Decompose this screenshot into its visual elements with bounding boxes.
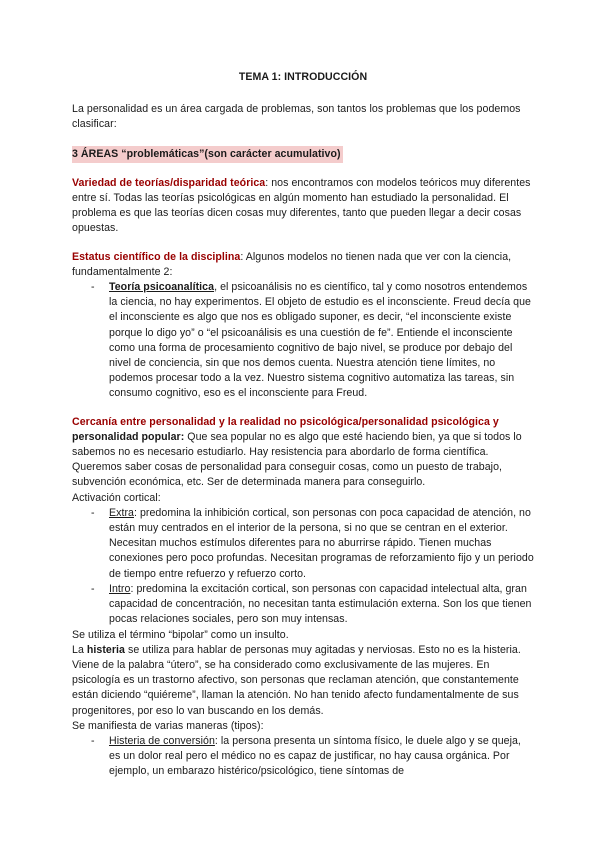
hysteria-text: se utiliza para hablar de personas muy agitadas y nerviosas. Esto no es la histeria. Viene de la palabra “útero”, se ha considerado como exclusivamente de las mujeres. En psicología es un trastorno afectivo, son personas que reclaman atención, que constantemente están diciendo “quiéreme”, llaman la atención. No han tenido afecto fundamentalmente de sus progenitores, por eso lo van buscando en los demás. [72,643,521,717]
psychoanalysis-text: , el psicoanálisis no es científico, tal y como nosotros entendemos la ciencia, no hay experimentos. El objeto de estudio es el inconsciente. Freud decía que el inconsciente es algo que nos es obligado suponer, es decir, “el inconsciente existe porque lo digo yo” o “el psicoanálisis es una cuestión de fe”. Entiende el inconsciente como una forma de procesamiento cognitivo de bajo nivel, se produce por debajo del nivel de conciencia, sin que nos demos cuenta. Nuestra atención tiene límites, no podemos procesar todo a la vez. Nuestro sistema cognitivo automatiza las tareas, sin consumo cognitivo, eso es el inconsciente para Freud. [109,281,531,400]
conversion-term: Histeria de conversión [109,734,215,747]
list-item [72,506,534,582]
section-status [72,250,534,280]
list-item [72,280,534,402]
variety-text: : nos encontramos con modelos teóricos muy diferentes entre sí. Todas las teorías psicológicas en algún momento han estudiado la personalidad. El problema es que las teorías dicen cosas muy diferentes, tanto que pueden llegar a decir cosas opuestas. [72,176,531,235]
intro-term: Intro [109,582,131,595]
list-item [72,734,534,780]
section-variety [72,176,534,237]
intro-paragraph: La personalidad es un área cargada de problemas, son tantos los problemas que los podemos clasificar: [72,103,521,131]
closeness-text: Que sea popular no es algo que esté haciendo bien, ya que si todos lo sabemos no es necesario estudiarlo. Hay resistencia para abordarlo de forma científica. Queremos saber cosas de personalidad para conseguir cosas, como un puesto de trabajo, subvención económica, etc. Ser de determinada manera para conseguirlo. [72,430,522,489]
page-title: TEMA 1: INTRODUCCIÓN [238,71,368,83]
closeness-term-2: personalidad popular: [72,430,185,443]
list-dash: - [91,734,95,747]
status-text: : Algunos modelos no tienen nada que ver con la ciencia, fundamentalmente 2: [72,250,512,278]
closeness-term: Cercanía entre personalidad y la realidad no psicológica/personalidad psicológica y [72,415,499,428]
list-item [72,582,534,628]
extra-term: Extra [109,506,134,519]
list-dash: - [91,582,95,595]
psychoanalysis-term: Teoría psicoanalítica [109,281,215,294]
list-dash: - [91,506,95,519]
activation-label: Activación cortical: [72,491,161,504]
document-body [72,70,534,780]
intro-text: : predomina la excitación cortical, son personas con capacidad intelectual alta, gran capacidad de concentración, no necesitan tanta estimulación externa. Son los que tienen pocas relaciones sociales, pero son muy intensas. [109,582,532,626]
list-dash: - [91,281,95,294]
types-list [72,734,534,780]
hysteria-term: histeria [86,643,125,656]
status-list [72,280,534,402]
hysteria-paragraph [72,643,534,719]
extra-text: : predomina la inhibición cortical, son personas con poca capacidad de atención, no están muy centrados en el interior de la persona, si no que se centran en el exterior. Necesitan muchos estímulos diferentes para no aburrirse rápido. Tienen muchas conexiones pero poco profundas. Necesitan programas de reforzamiento fijo y un periodo de tiempo entre refuerzo y refuerzo corto. [109,506,534,580]
status-term: Estatus científico de la disciplina [72,250,241,263]
conversion-text: : la persona presenta un síntoma físico, le duele algo y se queja, es un dolor real pero el médico no es capaz de justificar, no hay causa orgánica. Por ejemplo, un embarazo histérico/psicológico, tiene síntomas de [109,734,521,778]
manifest-line: Se manifiesta de varias maneras (tipos): [72,719,264,732]
hysteria-pre: La [72,643,87,656]
bipolar-line: Se utiliza el término “bipolar” como un insulto. [72,628,289,641]
activation-list [72,506,534,628]
areas-heading-line [72,146,534,163]
areas-heading: 3 ÁREAS “problemáticas”(son carácter acumulativo) [72,146,343,163]
section-closeness [72,415,534,491]
variety-term: Variedad de teorías/disparidad teórica [72,176,266,189]
